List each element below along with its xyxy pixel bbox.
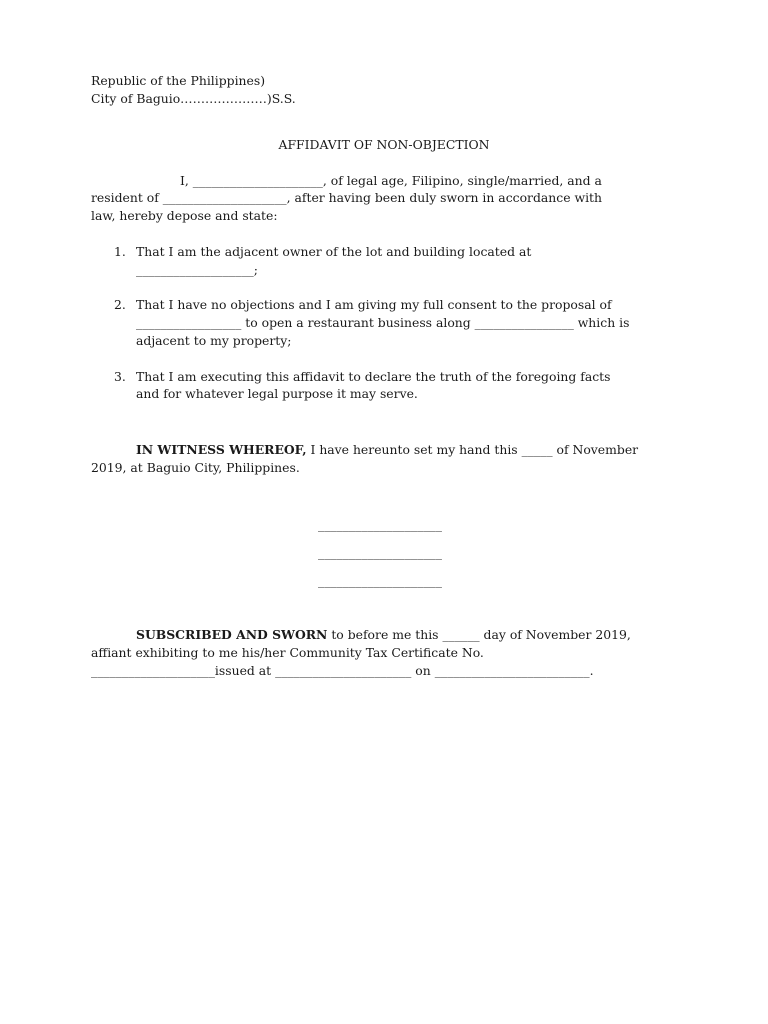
jurat-line-2: affiant exhibiting to me his/her Community Tax Certificate No. xyxy=(91,645,484,660)
item-2-line-1: That I have no objections and I am giving my full consent to the proposal of xyxy=(136,297,612,312)
item-number: 2. xyxy=(114,297,126,312)
jurat-line-1-rest: to before me this ______ day of November 2019, xyxy=(327,627,631,642)
jurat-line-3: ____________________issued at ______________________ on _________________________. xyxy=(91,663,594,678)
signature-line: ____________________ xyxy=(318,573,442,588)
item-number: 3. xyxy=(114,369,126,384)
item-3-line-1: That I am executing this affidavit to declare the truth of the foregoing facts xyxy=(136,369,611,384)
signature-line: ____________________ xyxy=(318,545,442,560)
item-1-line-1: That I am the adjacent owner of the lot and building located at xyxy=(136,244,532,259)
witness-line-1 xyxy=(136,441,638,459)
item-3-line-2: and for whatever legal purpose it may serve. xyxy=(136,386,418,401)
header-republic: Republic of the Philippines) xyxy=(91,73,266,88)
intro-line-3: law, hereby depose and state: xyxy=(91,208,278,223)
intro-line-2: resident of ____________________, after having been duly sworn in accordance with xyxy=(91,190,602,205)
witness-bold-phrase: IN WITNESS WHEREOF, xyxy=(136,442,307,457)
item-1-line-2: ___________________; xyxy=(136,262,258,277)
item-2-line-3: adjacent to my property; xyxy=(136,333,292,348)
item-number: 1. xyxy=(114,244,126,259)
signature-line: ____________________ xyxy=(318,517,442,532)
item-2-line-2: _________________ to open a restaurant business along ________________ which is xyxy=(136,315,630,330)
witness-line-2: 2019, at Baguio City, Philippines. xyxy=(91,460,300,475)
jurat-line-1 xyxy=(136,626,631,644)
document-title: AFFIDAVIT OF NON-OBJECTION xyxy=(278,137,490,152)
jurat-bold-phrase: SUBSCRIBED AND SWORN xyxy=(136,627,328,642)
intro-line-1: I, _____________________, of legal age, Filipino, single/married, and a xyxy=(180,173,602,188)
header-city: City of Baguio…………………)S.S. xyxy=(91,91,296,106)
witness-line-1-rest: I have hereunto set my hand this _____ of November xyxy=(306,442,639,457)
